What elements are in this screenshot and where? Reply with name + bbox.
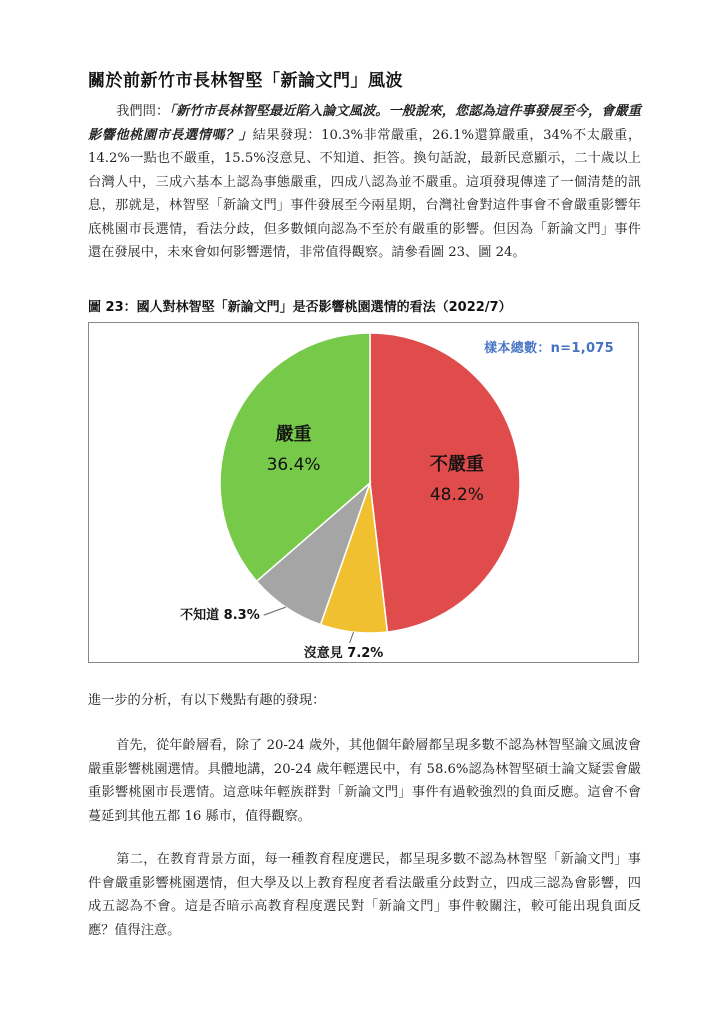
- pie-chart-frame: [88, 322, 639, 663]
- paragraph-intro-analysis: [88, 689, 641, 713]
- paragraph-question: [88, 100, 641, 265]
- slice-label-3: 不知道 8.3%: [180, 608, 260, 624]
- slice-label-1: 不嚴重: [429, 453, 484, 475]
- figure-caption: 圖 23：國人對林智堅「新論文門」是否影響桃園選情的看法（2022/7）: [88, 300, 512, 315]
- paragraph-age-finding: [88, 734, 641, 828]
- leader-line-3: [264, 607, 286, 615]
- pie-chart: [89, 323, 640, 664]
- question-results: 結果發現：10.3%非常嚴重，26.1%還算嚴重，34%不太嚴重，14.2%一點也不嚴重，15.5%沒意見、不知道、拒答。換句話說，最新民意顯示，二十歲以上台灣人中，三成六基本上認為事態嚴重，四成八認為並不嚴重。這項發現傳達了一個清楚的訊息，那就是，林智堅「新論文門」事件發展至今兩星期，台灣社會對這件事會不會嚴重影響年底桃園市長選情，看法分歧，但多數傾向認為不至於有嚴重的影響。但因為「新論文門」事件還在發展中，未來會如何影響選情，非常值得觀察。請參看圖 23、圖 24。: [88, 127, 642, 260]
- survey-question: 「新竹市長林智堅最近陷入論文風波。一般說來，您認為這件事發展至今，會嚴重影響他桃園市長選情嗎？」: [88, 104, 641, 143]
- question-lead: 我們問：: [116, 104, 170, 119]
- paragraph-education-finding: [88, 848, 641, 942]
- slice-label-4: 嚴重: [275, 424, 312, 446]
- slice-label-2: 沒意見 7.2%: [303, 646, 384, 661]
- age-finding-text: 首先，從年齡層看，除了 20-24 歲外，其他個年齡層都呈現多數不認為林智堅論文風波會嚴重影響桃園選情。具體地講，20-24 歲年輕選民中，有 58.6%認為林智堅碩士論文疑雲會嚴重影響桃園市長選情。這意味年輕族群對「新論文門」事件有過較強烈的負面反應。這會不會蔓延到其他五都 16 縣市，值得觀察。: [88, 738, 641, 824]
- sample-size-label: 樣本總數：n=1,075: [484, 341, 614, 356]
- page-title: 關於前新竹市長林智堅「新論文門」風波: [88, 71, 403, 91]
- slice-value-4: 36.4%: [266, 455, 321, 476]
- leader-line-2: [350, 632, 354, 643]
- education-finding-text: 第二，在教育背景方面，每一種教育程度選民，都呈現多數不認為林智堅「新論文門」事件會嚴重影響桃園選情，但大學及以上教育程度者看法嚴重分歧對立，四成三認為會影響，四成五認為不會。這是否暗示高教育程度選民對「新論文門」事件較關注，較可能出現負面反應？值得注意。: [88, 852, 641, 938]
- slice-value-1: 48.2%: [429, 484, 484, 505]
- pie-slice-1: [370, 333, 520, 632]
- analysis-intro: 進一步的分析，有以下幾點有趣的發現：: [88, 693, 326, 708]
